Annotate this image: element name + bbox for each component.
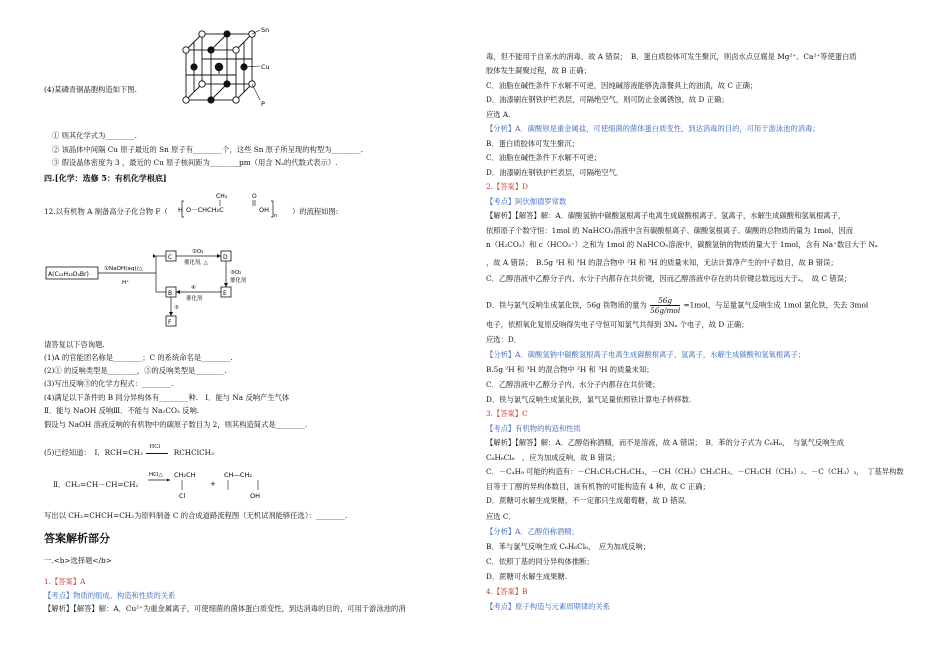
r-line-33: B．苯与氯气反响生成 C₆H₆Cl₆， 应为加成反响； [486,542,651,551]
q4-sub1: ① 则其化学式为________. [52,131,137,140]
r-analysis-2: 【分析】A．碳酸氢钠中碳酸氢根离子电离生成碳酸根离子、氢离子，水解生成碳酸和氢氧根离子； [486,350,806,359]
q4-sub3: ③ 假设晶体密度为 3 ，最近的 Cu 原子核间距为________pm（用含 Nₐ的代数式表示）. [52,158,338,167]
question-1: (1)A 的官能团名称是________；C 的系统命名是________. [44,353,233,362]
r-line-21: B.5g ²H 和 ³H 的混合物中 ²H 和 ³H 的质量未知； [486,365,654,374]
question-4c: 假设与 NaOH 溶液反响的有机物中的碳原子数目为 2，则其构造简式是________. [44,420,308,429]
svg-text:CH₂CH: CH₂CH [174,471,196,479]
svg-text:OH: OH [250,492,261,500]
r-line-26: 【解析】【解答】解：A．乙醇俗称酒精，而不是溶液，故 A 错误； B．苯的分子式为 C₆H₆， 与氯气反响生成 [486,438,845,447]
r-line-8: C．油脂在碱性条件下水解不可逆； [486,153,602,162]
flow-node-d: D [223,254,228,261]
svg-text:O－CHCH₂C: O－CHCH₂C [186,206,224,214]
flow-n5: ⑤ [174,305,179,311]
flow-node-f: F [168,319,172,326]
svg-text:CH―CH₂: CH―CH₂ [224,471,252,479]
flow-o2-b: ③O₂ [230,270,242,276]
r-line-14: n（H₂CO₃）和 c（HCO₃⁻）之和为 1mol 的 NaHCO₃溶液中，碳酸氢钠的物质的量大于 1mol，含有 Na⁺数目大于 Nₐ [486,240,878,249]
polymer-structure [178,191,288,221]
r-analysis-1: 【分析】A．碳酸钡是重金属盐，可使细菌的菌体蛋白质变性，到达消毒的目的，可用于游泳池的消毒； [486,124,820,133]
answer-1-point: 【考点】物质的组成、构造和性质的关系 [44,591,176,600]
svg-text:CH₃: CH₃ [216,193,228,200]
flow-cat3: 催化剂 [186,296,203,302]
flow-node-a: A(C₁₂H₁₃O₄Br) [48,271,89,278]
question-5-rxn2-products [148,466,278,504]
r-line-28: C．－C₄H₉ 可能的构造有：－CH₂CH₂CH₂CH₃、－CH（CH₃）CH₂CH₃、－CH₂CH（CH₃）₂、－C（CH₃）₃， 丁基异构数 [486,467,904,476]
r-line-5: 应选 A． [486,110,516,119]
r-line-3: C．油脂在碱性条件下水解不可逆，因纯碱溶液能够洗涤餐具上的油渍，故 C 正确； [486,81,758,90]
r-line-27: C₆H₆Cl₆ ，应为加成反响，故 B 错误； [486,453,620,462]
answer-1: 1.【答案】A [44,577,86,586]
r-line-23: D．铁与氯气反响生成氯化铁，氯气足量依照铁计算电子转移数. [486,395,692,404]
r-line-29: 目等于丁醇的异构体数目，该有机物的可能构造有 4 种，故 C 正确； [486,482,710,491]
answer-2: 2.【答案】D [486,182,528,191]
q4-sub2: ② 该晶体中间隔 Cu 原子最近的 Sn 原子有________个，这些 Sn 原子所呈现的构型为________. [52,145,363,154]
r-line-17: D．铁与氯气反响生成氯化铁，56g 铁物质的量为 56g 56g/mol =1mol，与足量氯气反响生成 1mol 氯化铁，失去 3mol [486,296,869,315]
r-line-7: B．蛋白质胶体可发生聚沉； [486,139,579,148]
r-line-9: D．油漆刷在钢铁护栏表层，可隔绝空气． [486,168,624,177]
q4-label: (4)某磷青铜晶胞构造如下图. [44,85,137,94]
r-line-12: 【解析】【解答】解：A．碳酸氢钠中碳酸氢根离子电离生成碳酸根离子、氢离子，水解生成碳酸和氢氧根离子， [486,211,846,220]
flow-node-b: B [168,290,173,297]
svg-text:+: + [210,480,216,488]
question-2: (2)① 的反响类型是________，⑤的反响类型是________. [44,366,227,375]
flow-step1: ①NaOH(aq)/△ [104,266,143,272]
question-4a: (4)满足以下条件的 B 同分异构体有________种. Ⅰ．能与 Na 反响产生气体 [44,393,290,402]
r-line-4: D．油漆刷在钢铁护栏表层，可隔绝空气，则可防止金属锈蚀，故 D 正确； [486,95,729,104]
flow-cat2: 催化剂 [230,278,247,284]
question-5-synthesis: 写出以 CH₂=CHCH=CH₂为原料制备 C 的合成道路流程图（无机试剂能够任选）：________. [44,511,348,520]
r-line-30: D．蔗糖可水解生成果糖，不一定都只生成葡萄糖，故 D 错误． [486,496,693,505]
crystal-cell-figure [168,22,278,114]
answer-section-title: 答案解析部分 [44,532,110,545]
r-line-35: D．蔗糖可水解生成果糖. [486,572,568,581]
crystal-label-cu: Cu [261,63,270,71]
flow-n4: ④ [191,285,196,291]
section-elective-5: 四.[化学：选修 5：有机化学根底] [44,173,167,183]
fraction: 56g 56g/mol [650,296,681,315]
svg-text:Cl: Cl [179,492,186,500]
svg-text:HCl△: HCl△ [149,472,163,478]
answer-4-point: 【考点】原子构造与元素周期律的关系 [486,602,611,611]
r-line-31: 应选 C． [486,512,516,521]
r-line-2: 胶体发生凝聚过程，故 B 正确； [486,66,591,75]
flow-o2-a: ②O₂ [192,249,204,255]
svg-text:O: O [252,193,257,200]
crystal-label-p: P [261,100,265,108]
r-line-34: C．依照丁基的同分异构体推断； [486,557,594,566]
answer-3-point: 【考点】有机物的构造和性质 [486,424,581,433]
r-line-18: 电子，依照氧化复原反响得失电子守恒可知氯气共得到 3Nₐ 个电子，故 D 正确； [486,320,749,329]
r-line-13: 依照原子个数守恒：1mol 的 NaHCO₃溶液中含有碳酸根离子、碳酸氢根离子、碳酸的总物质的量为 1mol，因而 [486,226,853,235]
reaction-flow-diagram [44,242,304,334]
answer-4: 4.【答案】B [486,587,528,596]
flow-node-c: C [168,254,173,261]
r-analysis-3: 【分析】A．乙醇俗称酒精； [486,527,579,536]
question-3: (3)写出反响③的化学方程式：________. [44,379,174,388]
part-1-heading: 一.<b>选择题</b> [44,556,112,565]
flow-cat1: 催化剂, △ [184,260,208,266]
r-line-15: ，故 A 错误； B.5g ²H 和 ³H 的混合物中 ²H 和 ³H 的质量未知，无法计算净产生的中子数目，故 B 错误； [486,258,838,267]
answer-1-analysis: 【解析】【解答】解：A．Cu²⁺为重金属离子，可使细菌的菌体蛋白质变性，到达消毒的目的，可用于游泳池的消 [44,604,406,613]
svg-text:H: H [178,206,183,214]
r-line-22: C．乙醇溶液中乙醇分子内、水分子内都存在共价键； [486,380,660,389]
question-5-rxn2: Ⅱ．CH₂=CH－CH=CH₂ [53,480,139,489]
reaction-arrow: HCl [145,448,171,458]
q12-intro-a: 12.以有机物 A 制备高分子化合物 F（ [44,207,168,216]
question-intro: 请答复以下咨询题. [44,340,105,349]
crystal-label-sn: Sn [261,26,270,34]
r-line-16: C．乙醇溶液中乙醇分子内、水分子内都存在共价键，因而乙醇溶液中存在的共价键总数远远大于ₐ， 故 C 错误； [486,274,852,283]
question-4b: Ⅱ．能与 NaOH 反响Ⅲ．不能与 Na₂CO₃ 反响. [44,406,200,415]
r-line-1: 毒，但不能用于自来水的消毒，故 A 错误； B．蛋白质胶体可发生聚沉，则卤水点豆腐是 Mg²⁺、Ca²⁺等使蛋白质 [486,52,857,61]
r-line-19: 应选：D． [486,335,522,344]
answer-2-point: 【考点】阿伏伽德罗常数 [486,197,567,206]
q12-intro-b: ）的流程如图: [292,207,339,216]
flow-hplus: H⁺ [122,280,130,286]
answer-3: 3.【答案】C [486,409,528,418]
svg-text:OH: OH [259,206,270,214]
svg-text:n: n [274,213,278,219]
flow-node-e: E [223,290,227,297]
question-5-rxn1: (5)已经知道： Ⅰ．RCH=CH₂ HCl RCHClCH₃ [44,444,214,457]
